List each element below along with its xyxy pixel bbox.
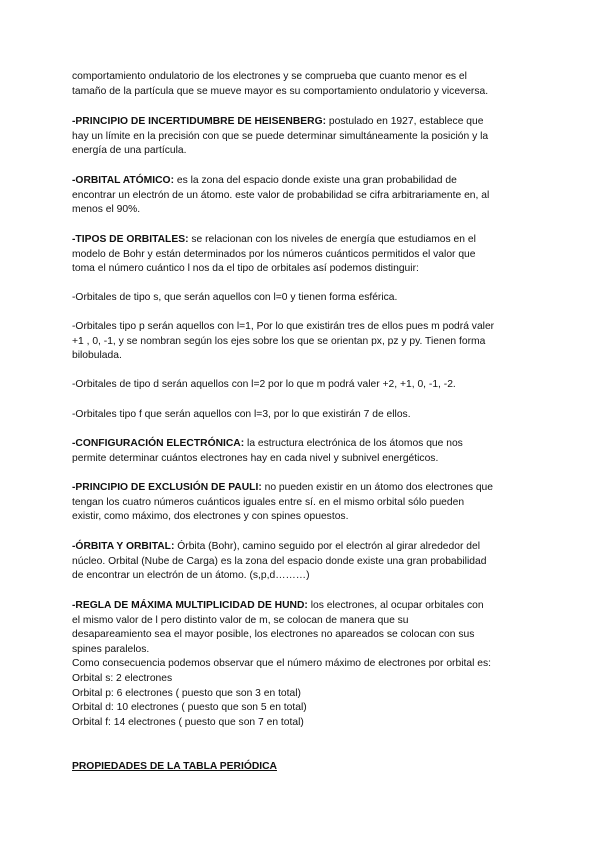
text-line: núcleo. Orbital (Nube de Carga) es la zona del espacio donde existe una gran probabilidad [72,555,487,567]
term-orbital-atomico: -ORBITAL ATÓMICO: [72,175,174,186]
text-line: Como consecuencia podemos observar que el número máximo de electrones por orbital es: [72,658,491,670]
text-line: toma el número cuántico l nos da el tipo de orbitales así podemos distinguir: [72,263,419,275]
paragraph-intro [72,70,528,99]
text-line [72,174,528,189]
text-line: comportamiento ondulatorio de los electrones y se comprueba que cuanto menor es el [72,71,467,82]
section-title: PROPIEDADES DE LA TABLA PERIÓDICA [72,761,277,772]
text-line: menos el 90%. [72,204,141,216]
text-line: modelo de Bohr y están determinados por los números cuánticos permitidos el valor que [72,248,476,260]
text-line: -Orbitales tipo p serán aquellos con l=1, Por lo que existirán tres de ellos pues m podrá valer [72,321,495,332]
definition-text: es la zona del espacio donde existe una gran probabilidad de [174,175,457,186]
text-line: permite determinar cuántos electrones hay en cada nivel y subnivel energéticos. [72,452,439,464]
text-line: +1 , 0, -1, y se nombran según los ejes sobre los que se orientan px, pz y py. Tienen forma [72,335,486,347]
text-line [72,437,528,452]
definition-text: la estructura electrónica de los átomos que nos [244,438,463,449]
text-line: -Orbitales de tipo d serán aquellos con l=2 por lo que m podrá valer +2, +1, 0, -1, -2. [72,379,456,390]
paragraph-hund [72,599,528,730]
term-orbita-orbital: -ÓRBITA Y ORBITAL: [72,541,175,552]
paragraph-orbital-p [72,320,528,364]
paragraph-orbital-d [72,378,528,393]
paragraph-tipos-orbitales [72,233,528,277]
text-line: bilobulada. [72,350,122,362]
text-line: -Orbitales de tipo s, que serán aquellos con l=0 y tienen forma esférica. [72,292,398,303]
text-line [72,115,528,130]
paragraph-heisenberg [72,115,528,159]
paragraph-orbita-orbital [72,540,528,584]
term-hund: -REGLA DE MÁXIMA MULTIPLICIDAD DE HUND: [72,600,308,611]
definition-text: los electrones, al ocupar orbitales con [307,600,484,611]
term-pauli: -PRINCIPIO DE EXCLUSIÓN DE PAULI: [72,482,262,493]
text-line [72,540,528,555]
paragraph-orbital-f [72,408,528,423]
text-line [72,233,528,248]
text-line [72,599,528,614]
text-line: energía de una partícula. [72,145,187,157]
definition-text: postulado en 1927, establece que [326,116,484,127]
text-line: spines paralelos. [72,643,150,655]
definition-text: no pueden existir en un átomo dos electrones que [261,482,494,493]
text-line: de encontrar un electrón de un átomo. (s,p,d………) [72,570,310,582]
paragraph-pauli [72,481,528,525]
term-configuracion: -CONFIGURACIÓN ELECTRÓNICA: [72,438,245,449]
text-line [72,481,528,496]
text-line: desapareamiento sea el mayor posible, los electrones no apareados se colocan con sus [72,629,475,641]
paragraph-orbital-s [72,291,528,306]
text-line: el mismo valor de l pero distinto valor de m, se colocan de manera que su [72,614,409,626]
text-line: -Orbitales tipo f que serán aquellos con l=3, por lo que existirán 7 de ellos. [72,409,411,420]
text-line: hay un límite en la precisión con que se puede determinar simultáneamente la posición y la [72,130,489,142]
definition-text: se relacionan con los niveles de energía que estudiamos en el [188,234,476,245]
list-item: Orbital d: 10 electrones ( puesto que son 5 en total) [72,702,307,714]
definition-text: Órbita (Bohr), camino seguido por el electrón al girar alrededor del [174,541,481,552]
paragraph-orbital-atomico [72,174,528,218]
text-line: existir, como máximo, dos electrones y con spines opuestos. [72,511,349,523]
text-line: tengan los cuatro números cuánticos iguales entre sí. en el mismo orbital sólo pueden [72,496,465,508]
term-tipos-orbitales: -TIPOS DE ORBITALES: [72,234,189,245]
term-heisenberg: -PRINCIPIO DE INCERTIDUMBRE DE HEISENBERG: [72,116,327,127]
text-line: encontrar un electrón de un átomo. este valor de probabilidad se cifra arbitrariamente en, al [72,189,490,201]
list-item: Orbital p: 6 electrones ( puesto que son 3 en total) [72,687,301,699]
list-item: Orbital f: 14 electrones ( puesto que son 7 en total) [72,716,304,728]
paragraph-configuracion [72,437,528,466]
text-line: tamaño de la partícula que se mueve mayor es su comportamiento ondulatorio y viceversa. [72,85,489,97]
list-item: Orbital s: 2 electrones [72,672,173,684]
